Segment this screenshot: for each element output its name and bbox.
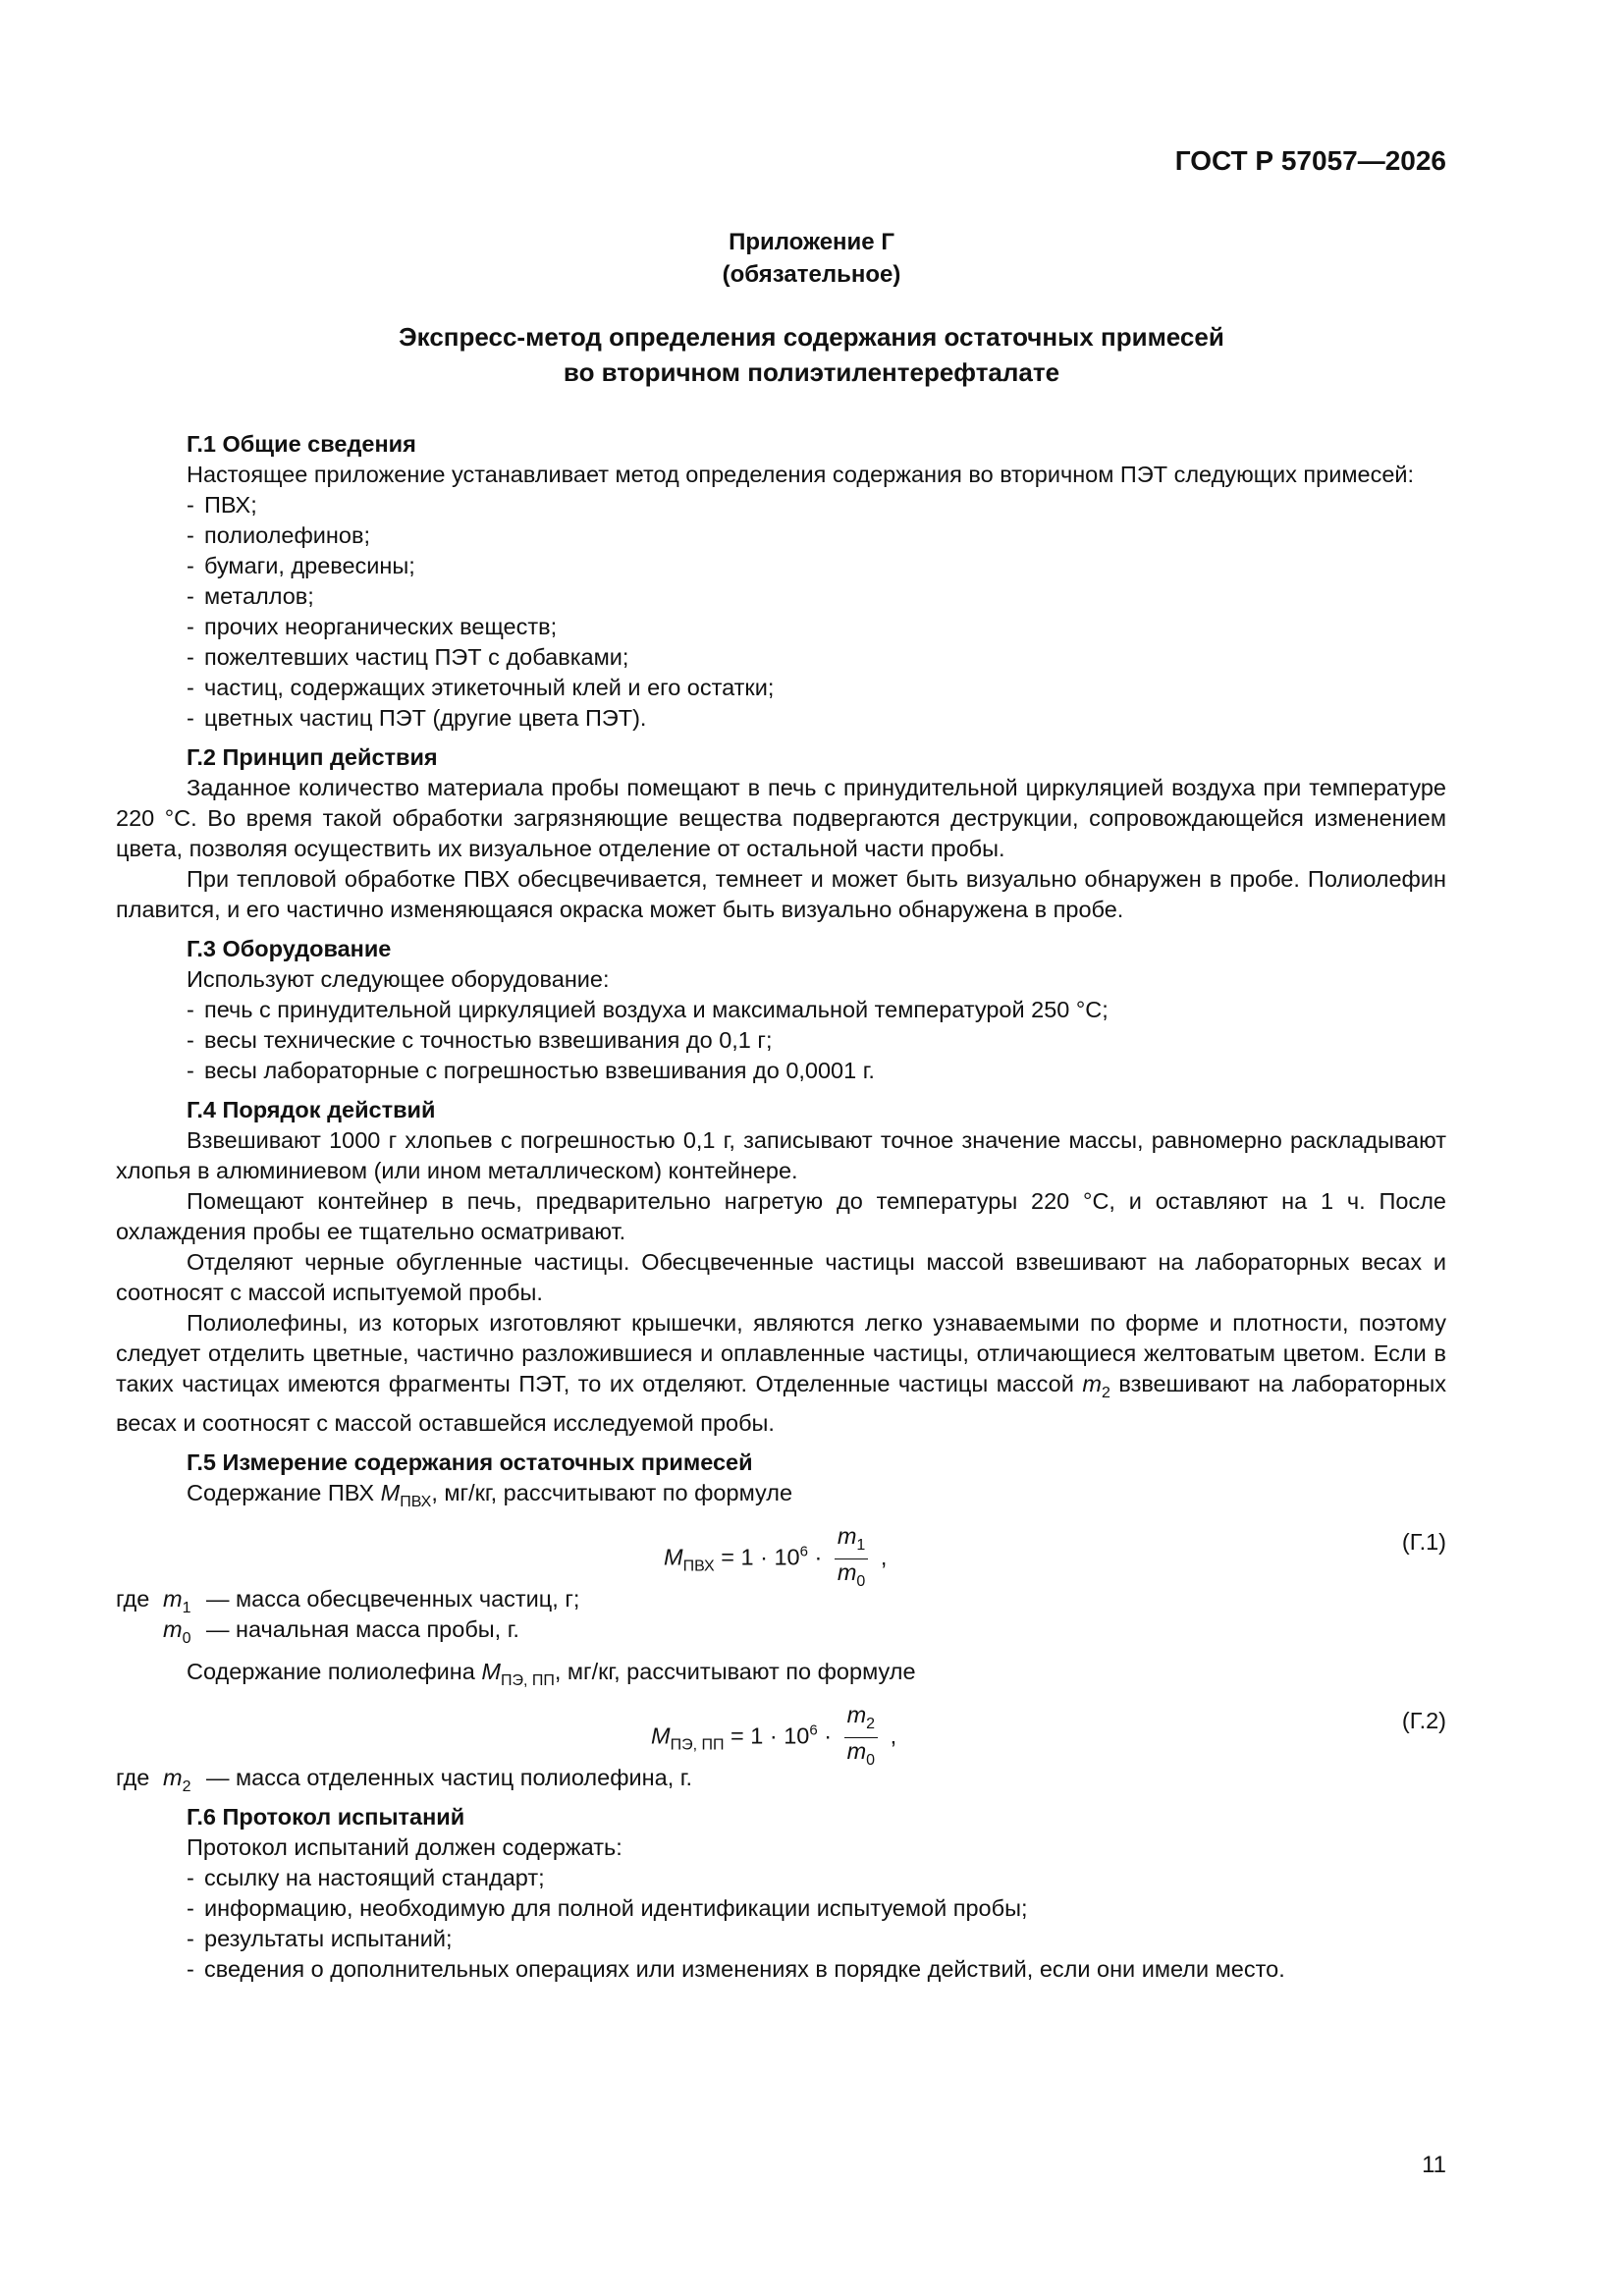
section-heading-g2: Г.2 Принцип действия [187, 744, 438, 770]
page-number: 11 [1422, 2152, 1446, 2178]
list-item: - цветных частиц ПЭТ (другие цвета ПЭТ). [187, 705, 647, 731]
list [116, 1863, 1446, 1985]
list-item: - сведения о дополнительных операциях или изменениях в порядке действий, если они имели место. [187, 1956, 1285, 1982]
section-heading-g6: Г.6 Протокол испытаний [187, 1804, 465, 1830]
document-title-line2: во вторичном полиэтилентерефталате [563, 357, 1060, 387]
section-heading-g5: Г.5 Измерение содержания остаточных примесей [187, 1449, 753, 1475]
where-line: где $m_1$ — масса обесцвеченных частиц, г; [116, 1586, 580, 1616]
paragraph: Содержание ПВХ $M_{ПВХ}$, мг/кг, рассчитывают по формуле [187, 1480, 793, 1510]
section-heading-g4: Г.4 Порядок действий [187, 1097, 436, 1122]
list-item: - прочих неорганических веществ; [187, 614, 558, 639]
paragraph: Взвешивают 1000 г хлопьев с погрешностью 0,1 г, записывают точное значение массы, равномерно раскладывают хлопья в алюминиевом (или ином металлическом) контейнере. [116, 1127, 1446, 1183]
formula-g2: $M_{ПЭ, ПП} = 1 \cdot 10^6$ · $\frac{m_2}{m_0}$ , (Г.2) [651, 1702, 1446, 1769]
formula-number: (Г.1) [1401, 1529, 1446, 1555]
list-item: - весы лабораторные с погрешностью взвешивания до 0,0001 г. [187, 1058, 875, 1083]
formula-g1: $M_{ПВХ} = 1 \cdot 10^6$ · $\frac{m_1}{m_0}$ , (Г.1) [664, 1523, 1446, 1590]
paragraph: Используют следующее оборудование: [187, 966, 610, 992]
paragraph: Протокол испытаний должен содержать: [187, 1834, 622, 1860]
standard-number: ГОСТ Р 57057—2026 [1174, 145, 1446, 176]
list-item: - пожелтевших частиц ПЭТ с добавками; [187, 644, 629, 670]
list-item: - бумаги, древесины; [187, 553, 415, 578]
document-title-line1: Экспресс-метод определения содержания остаточных примесей [399, 322, 1224, 352]
paragraph: Содержание полиолефина $M_{ПЭ, ПП}$, мг/кг, рассчитывают по формуле [187, 1659, 916, 1689]
list-item: - металлов; [187, 583, 314, 609]
paragraph: Помещают контейнер в печь, предварительно нагретую до температуры 220 °С, и оставляют на 1 ч. После охлаждения пробы ее тщательно осматривают. [116, 1188, 1446, 1244]
paragraph: Заданное количество материала пробы помещают в печь с принудительной циркуляцией воздуха при температуре 220 °С. Во время такой обработки загрязняющие вещества подвергаются деструкции, сопровождающейся изменением цвета, позволяя осуществить их визуальное отделение от остальной части пробы. [116, 775, 1446, 861]
paragraph: При тепловой обработке ПВХ обесцвечивается, темнеет и может быть визуально обнаружен в пробе. Полиолефин плавится, и его частично изменяющаяся окраска может быть визуально обнаружена в пробе. [116, 866, 1446, 922]
paragraph: Полиолефины, из которых изготовляют крышечки, являются легко узнаваемыми по форме и плотности, поэтому следует отделить цветные, частично разложившиеся и оплавленные частицы, отличающиеся желтоватым цветом. Если в таких частицах имеются фрагменты ПЭТ, то их отделяют. Отделенные частицы массой $m_2$ взвешивают на лабораторных весах и соотносят с массой оставшейся исследуемой пробы. [116, 1310, 1446, 1436]
list-item: - результаты испытаний; [187, 1926, 453, 1951]
list [116, 490, 1446, 734]
section-heading-g3: Г.3 Оборудование [187, 936, 392, 961]
appendix-status: (обязательное) [722, 261, 901, 288]
paragraph: Настоящее приложение устанавливает метод определения содержания во вторичном ПЭТ следующих примесей: [187, 462, 1415, 487]
list-item: - ссылку на настоящий стандарт; [187, 1865, 545, 1890]
list-item: - полиолефинов; [187, 522, 370, 548]
paragraph: Отделяют черные обугленные частицы. Обесцвеченные частицы массой взвешивают на лабораторных весах и соотносят с массой испытуемой пробы. [116, 1249, 1446, 1305]
list-item: - информацию, необходимую для полной идентификации испытуемой пробы; [187, 1895, 1028, 1921]
formula-number: (Г.2) [1401, 1708, 1446, 1733]
list-item: - печь с принудительной циркуляцией воздуха и максимальной температурой 250 °С; [187, 997, 1109, 1022]
where-line: $m_0$ — начальная масса пробы, г. [163, 1616, 519, 1647]
appendix-name: Приложение Г [729, 229, 894, 255]
list [116, 995, 1446, 1086]
section-heading-g1: Г.1 Общие сведения [187, 431, 416, 457]
where-line: где $m_2$ — масса отделенных частиц полиолефина, г. [116, 1765, 692, 1795]
list-item: - весы технические с точностью взвешивания до 0,1 г; [187, 1027, 773, 1053]
list-item: - ПВХ; [187, 492, 257, 518]
document-body [116, 429, 1446, 1985]
list-item: - частиц, содержащих этикеточный клей и его остатки; [187, 675, 775, 700]
